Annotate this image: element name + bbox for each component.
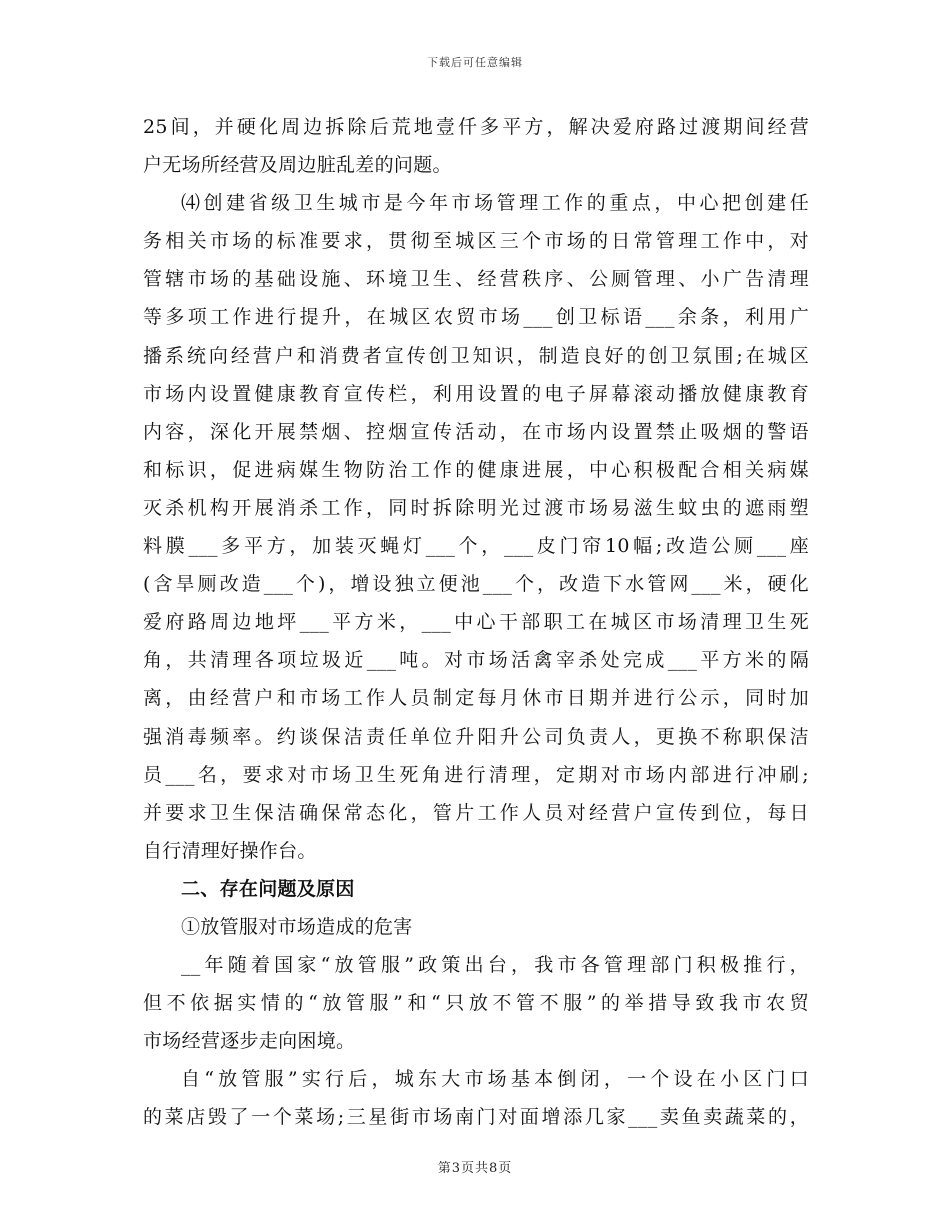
subsection-heading: ①放管服对市场造成的危害 [181, 915, 413, 938]
text-line: 员___名，要求对市场卫生死角进行清理，定期对市场内部进行冲刷; [143, 763, 809, 786]
text-line: 并要求卫生保洁确保常态化，管片工作人员对经营户宣传到位，每日 [143, 801, 809, 824]
text-line: 管辖市场的基础设施、环境卫生、经营秩序、公厕管理、小广告清理 [143, 268, 809, 291]
text-line: 离，由经营户和市场工作人员制定每月休市日期并进行公示，同时加 [143, 687, 809, 710]
text-line: 户无场所经营及周边脏乱差的问题。 [143, 154, 452, 177]
text-line: 市场内设置健康教育宣传栏，利用设置的电子屏幕滚动播放健康教育 [143, 382, 809, 405]
text-line: 播系统向经营户和消费者宣传创卫知识，制造良好的创卫氛围;在城区 [143, 344, 809, 367]
page-header: 下载后可任意编辑 [427, 56, 523, 69]
document-body [143, 108, 809, 1137]
text-line: 灭杀机构开展消杀工作，同时拆除明光过渡市场易滋生蚊虫的遮雨塑 [143, 496, 809, 519]
text-line: 市场经营逐步走向困境。 [143, 1030, 356, 1053]
text-line: __年随着国家“放管服”政策出台，我市各管理部门积极推行， [181, 954, 809, 977]
text-line: 爱府路周边地坪___平方米，___中心干部职工在城区市场清理卫生死 [143, 611, 809, 634]
text-line: 角，共清理各项垃圾近___吨。对市场活禽宰杀处完成___平方米的隔 [143, 649, 809, 672]
text-line: ⑷创建省级卫生城市是今年市场管理工作的重点，中心把创建任 [181, 192, 809, 215]
section-heading: 二、存在问题及原因 [181, 877, 355, 900]
text-line: 和标识，促进病媒生物防治工作的健康进展，中心积极配合相关病媒 [143, 458, 809, 481]
text-line: 的菜店毁了一个菜场;三星街市场南门对面增添几家___卖鱼卖蔬菜的， [143, 1106, 809, 1129]
text-line: 等多项工作进行提升，在城区农贸市场___创卫标语___余条，利用广 [143, 306, 809, 329]
text-line: 强消毒频率。约谈保洁责任单位升阳升公司负责人，更换不称职保洁 [143, 725, 809, 748]
text-line: 自“放管服”实行后，城东大市场基本倒闭，一个设在小区门口 [181, 1068, 809, 1091]
page-footer: 第3页共8页 [437, 1161, 513, 1176]
text-line: 料膜___多平方，加装灭蝇灯___个，___皮门帘10幅;改造公厕___座 [143, 535, 809, 558]
text-line: 务相关市场的标准要求，贯彻至城区三个市场的日常管理工作中，对 [143, 230, 809, 253]
text-line: (含旱厕改造___个)，增设独立便池___个，改造下水管网___米，硬化 [143, 573, 809, 596]
text-line: 自行清理好操作台。 [143, 839, 317, 862]
text-line: 但不依据实情的“放管服”和“只放不管不服”的举措导致我市农贸 [143, 992, 809, 1015]
text-line: 25间，并硬化周边拆除后荒地壹仟多平方，解决爱府路过渡期间经营 [143, 116, 809, 138]
text-line: 内容，深化开展禁烟、控烟宣传活动，在市场内设置禁止吸烟的警语 [143, 420, 809, 443]
